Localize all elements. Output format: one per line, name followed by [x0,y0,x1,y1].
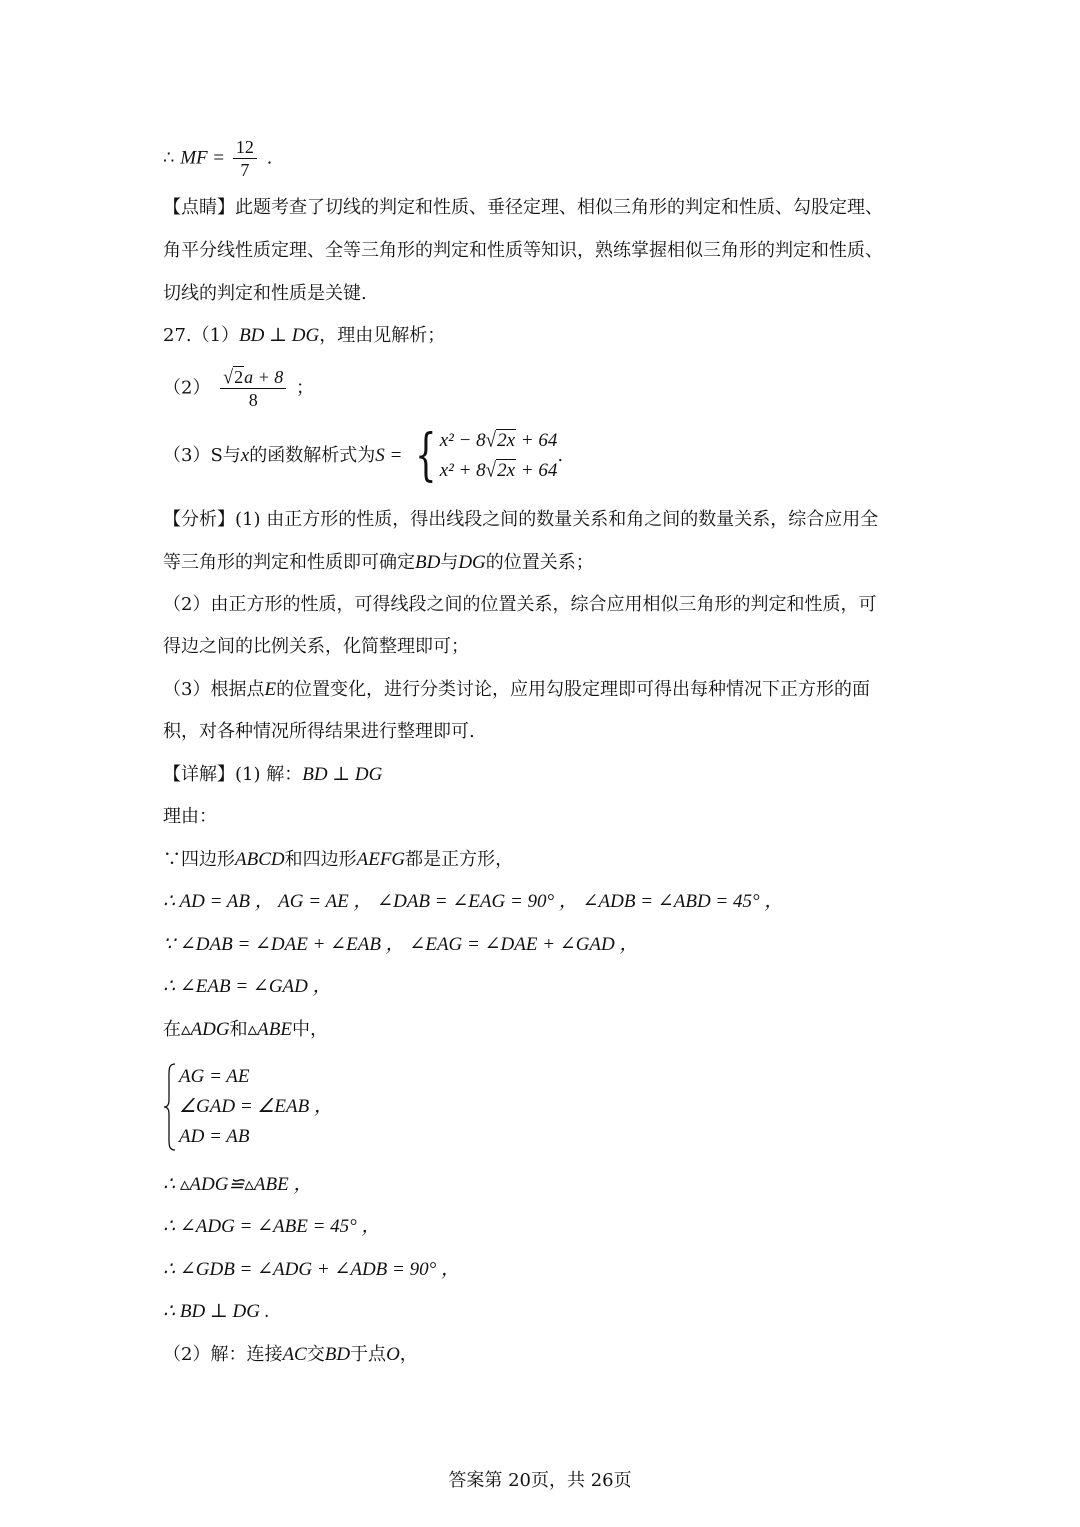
x-variable: x [240,445,250,466]
mf-fraction [233,136,257,181]
semicolon: ； [295,377,314,399]
s-variable: S = [375,445,403,466]
step-10: （2）解：连接AC交BD于点O， [163,1344,418,1365]
fenxi-line-6: 积，对各种情况所得结果进行整理即可. [163,721,475,742]
radicand: 2 [234,367,244,387]
page-footer: 答案第 20页，共 26页 [448,1470,632,1491]
therefore-symbol: ∴ [163,147,175,169]
step-7: ∴ ∠ADG = ∠ABE = 45° ， [163,1216,381,1237]
step-3: ∵ ∠DAB = ∠DAE + ∠EAB ， ∠EAG = ∠DAE + ∠GAD ， [163,934,639,955]
answer-27-label: 27.（1） [163,325,240,346]
step-6: ∴ ▵ADG≌▵ABE ， [163,1174,313,1195]
brace-glyph: { [415,423,437,488]
part2-fraction [220,366,286,411]
dianjing-line-3: 切线的判定和性质是关键. [163,283,367,304]
part2-numerator: √2a + 8 [220,366,286,389]
step-5: 在▵ADG和▵ABE中， [163,1019,328,1040]
part3-mid-text: 的函数解析式为 [249,445,376,466]
answer-27-suffix: ，理由见解析； [319,325,446,346]
step-4: ∴ ∠EAB = ∠GAD ， [163,976,332,997]
piecewise-row-1: x² − 8√2x + 64 [439,428,558,452]
step-9: ∴ BD ⊥ DG . [163,1301,270,1322]
mf-variable: MF [180,147,208,169]
fenxi-line-3: （2）由正方形的性质，可得线段之间的位置关系，综合应用相似三角形的判定和性质，可 [163,594,877,615]
period: . [557,445,564,466]
answer-27-part3 [163,423,920,488]
xiangjie-line: 【详解】(1) 解：BD ⊥ DG [163,764,383,785]
answer-27-math: BD ⊥ DG [239,325,320,346]
piecewise-row-2: x² + 8√2x + 64 [439,458,558,482]
dianjing-line-1: 【点睛】此题考查了切线的判定和性质、垂径定理、相似三角形的判定和性质、勾股定理、 [163,197,883,218]
mf-denominator: 7 [240,160,250,180]
part3-label: （3）S与 [163,445,241,466]
congruence-system [163,1062,333,1152]
part2-denominator: 8 [248,390,258,410]
step-2: ∴ AD = AB ， AG = AE ， ∠DAB = ∠EAG = 90° ， ∠ADB = ∠ABD = 45° ， [163,891,784,912]
left-brace-icon [163,1062,177,1152]
step-1: ∵四边形ABCD和四边形AEFG都是正方形， [163,849,514,870]
fenxi-line-1: 【分析】(1) 由正方形的性质，得出线段之间的数量关系和角之间的数量关系，综合应用全 [163,509,879,530]
answer-27-part2 [163,366,920,411]
period: . [266,147,273,169]
mf-numerator: 12 [233,136,257,159]
step-8: ∴ ∠GDB = ∠ADG + ∠ADB = 90° ， [163,1259,460,1280]
mf-result-line: ∴ MF = $\frac{12}{7}$ . [163,137,273,180]
system-row-2: ∠GAD = ∠EAB ， [179,1096,334,1117]
numerator-tail: a + 8 [244,367,284,387]
fenxi-line-2: 等三角形的判定和性质即可确定BD与DG的位置关系； [163,552,594,573]
fenxi-line-4: 得边之间的比例关系，化简整理即可； [163,636,469,657]
answer-27-part1 [163,322,920,350]
reason-label: 理由： [163,806,217,827]
dianjing-line-2: 角平分线性质定理、全等三角形的判定和性质等知识，熟练掌握相似三角形的判定和性质、 [163,240,883,261]
system-row-1: AG = AE [179,1066,250,1087]
fenxi-line-5: （3）根据点E的位置变化，进行分类讨论，应用勾股定理即可得出每种情况下正方形的面 [163,679,871,700]
piecewise-system [408,423,558,488]
system-row-3: AD = AB [179,1126,250,1147]
part2-label: （2） [163,377,211,399]
